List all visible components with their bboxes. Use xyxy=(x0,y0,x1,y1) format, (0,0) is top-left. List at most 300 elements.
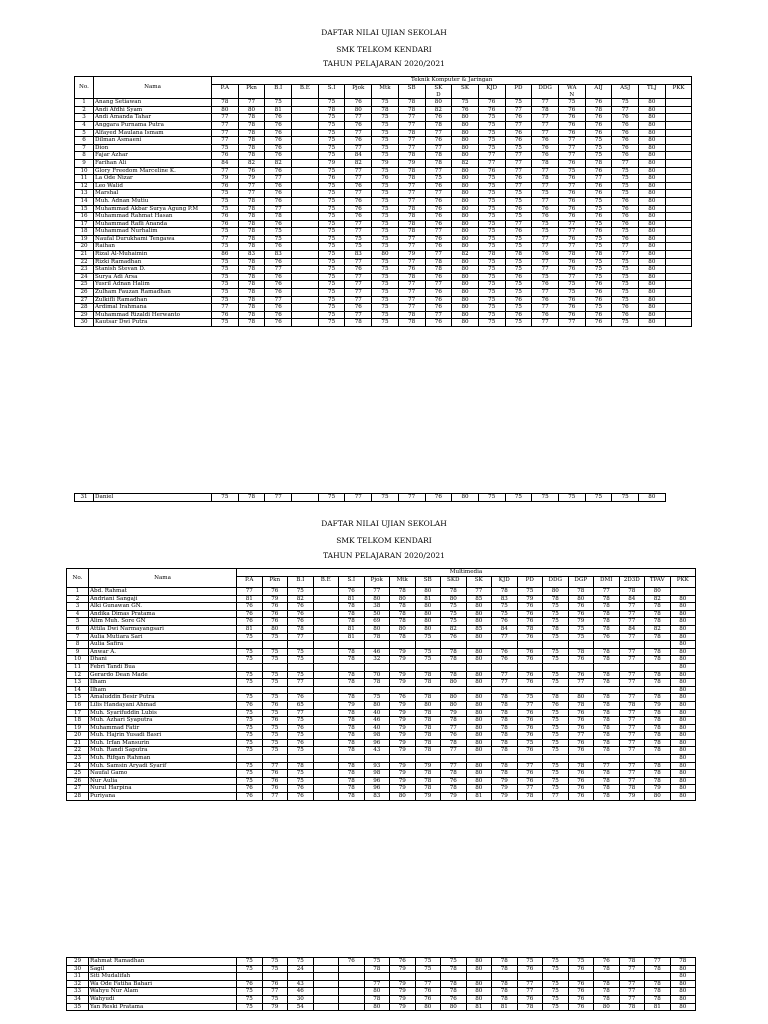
grade-cell: 75 xyxy=(612,228,639,236)
grade-cell: 80 xyxy=(415,1003,441,1011)
grade-cell xyxy=(645,641,671,649)
grade-cell: 76 xyxy=(568,724,594,732)
grade-cell: 78 xyxy=(339,724,365,732)
grade-cell: 80 xyxy=(452,258,479,266)
grade-cell: 78 xyxy=(288,762,314,770)
grade-cell: 80 xyxy=(639,251,666,259)
row-number: 11 xyxy=(67,663,89,671)
grade-cell: 75 xyxy=(265,228,292,236)
grade-cell xyxy=(313,663,339,671)
grade-cell xyxy=(292,114,319,122)
table-row xyxy=(75,311,692,319)
grade-cell: 77 xyxy=(425,251,452,259)
grade-cell: 76 xyxy=(612,152,639,160)
grade-cell: 76 xyxy=(558,197,585,205)
grade-cell: 75 xyxy=(585,205,612,213)
grade-cell: 77 xyxy=(492,633,518,641)
grade-cell: 75 xyxy=(505,190,532,198)
grade-cell: 78 xyxy=(339,793,365,801)
grade-cell: 81 xyxy=(466,1003,492,1011)
grade-cell: 76 xyxy=(425,114,452,122)
grade-cell: 77 xyxy=(517,762,543,770)
grade-cell: 77 xyxy=(345,273,372,281)
grade-cell: 83 xyxy=(364,793,390,801)
grade-cell: 75 xyxy=(212,494,239,502)
grade-cell: 77 xyxy=(398,121,425,129)
row-number: 23 xyxy=(67,755,89,763)
grade-cell: 75 xyxy=(612,281,639,289)
grade-cell: 76 xyxy=(505,296,532,304)
grade-cell: 80 xyxy=(415,701,441,709)
grade-cell: 80 xyxy=(452,319,479,327)
grade-cell: 75 xyxy=(318,289,345,297)
grade-cell: 76 xyxy=(398,266,425,274)
grade-cell: 78 xyxy=(238,121,265,129)
grade-cell: 78 xyxy=(532,106,559,114)
grade-cell xyxy=(619,686,645,694)
grade-cell: 78 xyxy=(645,980,671,988)
grade-cell: 76 xyxy=(262,777,288,785)
grade-cell: 78 xyxy=(364,679,390,687)
student-name: Muhammad Rahmat Hasan xyxy=(94,213,212,221)
grade-cell: 79 xyxy=(372,159,399,167)
grade-cell: 80 xyxy=(670,793,696,801)
grade-cell xyxy=(339,686,365,694)
grade-cell xyxy=(313,980,339,988)
table-row xyxy=(75,167,692,175)
grade-cell xyxy=(390,641,416,649)
grade-cell: 80 xyxy=(670,686,696,694)
grade-cell xyxy=(292,175,319,183)
grade-cell: 77 xyxy=(212,114,239,122)
grade-cell: 78 xyxy=(441,785,467,793)
grade-cell: 75 xyxy=(262,995,288,1003)
grade-cell xyxy=(568,663,594,671)
grade-cell: 80 xyxy=(390,625,416,633)
grade-cell: 78 xyxy=(415,717,441,725)
grade-cell xyxy=(313,732,339,740)
grade-cell: 80 xyxy=(364,595,390,603)
col-header-subject: PD xyxy=(517,577,543,588)
grade-cell xyxy=(292,152,319,160)
grade-cell: 75 xyxy=(372,121,399,129)
student-name: Raihan xyxy=(94,243,212,251)
grade-cell: 76 xyxy=(425,182,452,190)
row-number: 31 xyxy=(67,973,89,981)
grade-cell: 79 xyxy=(390,770,416,778)
grade-cell: 96 xyxy=(364,785,390,793)
grade-cell: 77 xyxy=(398,258,425,266)
grade-cell xyxy=(262,663,288,671)
grade-cell: 76 xyxy=(265,167,292,175)
grade-cell: 84 xyxy=(212,159,239,167)
grade-cell xyxy=(665,258,692,266)
grade-cell: 79 xyxy=(415,793,441,801)
table-row xyxy=(75,121,692,129)
grade-cell: 75 xyxy=(372,258,399,266)
row-number: 14 xyxy=(75,197,94,205)
grade-cell: 80 xyxy=(639,243,666,251)
grade-cell: 75 xyxy=(585,304,612,312)
row-number: 3 xyxy=(67,603,89,611)
grade-cell xyxy=(517,686,543,694)
grade-cell: 81 xyxy=(415,595,441,603)
grade-cell xyxy=(313,770,339,778)
row-number: 8 xyxy=(67,641,89,649)
grade-cell: 76 xyxy=(345,121,372,129)
grade-cell: 77 xyxy=(212,137,239,145)
grade-cell: 80 xyxy=(543,588,569,596)
grade-cell: 76 xyxy=(425,319,452,327)
student-name: Siti Mudalifah xyxy=(89,973,237,981)
grade-cell: 80 xyxy=(645,793,671,801)
grade-cell: 76 xyxy=(585,121,612,129)
row-number: 24 xyxy=(67,762,89,770)
grade-cell xyxy=(466,973,492,981)
grade-cell: 82 xyxy=(265,159,292,167)
grade-cell: 80 xyxy=(670,648,696,656)
grade-cell xyxy=(288,755,314,763)
grade-cell: 75 xyxy=(441,958,467,966)
grade-cell xyxy=(492,663,518,671)
grade-cell: 80 xyxy=(441,701,467,709)
grade-cell: 76 xyxy=(237,785,263,793)
grade-cell: 75 xyxy=(478,243,505,251)
grade-cell: 75 xyxy=(318,319,345,327)
grade-cell: 78 xyxy=(339,679,365,687)
row-number: 26 xyxy=(67,777,89,785)
grade-cell: 98 xyxy=(364,732,390,740)
grade-cell: 76 xyxy=(288,618,314,626)
grade-cell: 75 xyxy=(288,671,314,679)
row-number: 7 xyxy=(67,633,89,641)
grade-cell: 80 xyxy=(466,747,492,755)
grade-cell: 80 xyxy=(670,770,696,778)
grade-cell: 80 xyxy=(568,694,594,702)
grade-cell xyxy=(292,235,319,243)
grade-cell: 75 xyxy=(517,958,543,966)
grade-cell: 77 xyxy=(345,258,372,266)
grade-cell: 77 xyxy=(568,732,594,740)
grade-cell: 76 xyxy=(345,266,372,274)
grade-cell: 79 xyxy=(390,747,416,755)
grade-cell: 80 xyxy=(639,304,666,312)
grade-cell xyxy=(292,243,319,251)
grade-cell: 75 xyxy=(478,296,505,304)
col-header-subject: PD xyxy=(505,85,532,99)
student-name: Dilman Asmaeni xyxy=(94,137,212,145)
grade-cell: 85 xyxy=(466,625,492,633)
table-row xyxy=(75,281,692,289)
row-number: 15 xyxy=(75,205,94,213)
grade-cell: 81 xyxy=(492,1003,518,1011)
grade-cell: 75 xyxy=(478,494,505,502)
grade-cell: 78 xyxy=(364,965,390,973)
grade-cell: 82 xyxy=(425,106,452,114)
grade-cell: 80 xyxy=(670,603,696,611)
grade-cell: 76 xyxy=(612,121,639,129)
grade-cell: 80 xyxy=(670,671,696,679)
grade-cell xyxy=(292,182,319,190)
grade-cell: 76 xyxy=(288,603,314,611)
grade-cell: 75 xyxy=(478,190,505,198)
grade-cell: 78 xyxy=(505,251,532,259)
grade-cell: 75 xyxy=(543,995,569,1003)
grade-cell: 76 xyxy=(612,197,639,205)
table-row xyxy=(75,273,692,281)
grade-cell xyxy=(665,228,692,236)
grade-cell: 79 xyxy=(441,793,467,801)
grade-cell: 78 xyxy=(415,671,441,679)
grade-cell: 75 xyxy=(585,152,612,160)
grade-cell: 77 xyxy=(558,220,585,228)
grade-cell: 79 xyxy=(212,175,239,183)
grade-cell: 80 xyxy=(466,633,492,641)
grade-cell: 80 xyxy=(670,641,696,649)
col-header-subject: 2D3D xyxy=(619,577,645,588)
grade-cell: 75 xyxy=(372,296,399,304)
grade-cell: 75 xyxy=(288,717,314,725)
grade-cell: 75 xyxy=(478,273,505,281)
grade-cell: 75 xyxy=(372,289,399,297)
grade-cell: 77 xyxy=(345,190,372,198)
grade-cell: 75 xyxy=(288,732,314,740)
grade-cell: 80 xyxy=(670,980,696,988)
grade-cell xyxy=(670,588,696,596)
student-name: Wahyu Nur Alam xyxy=(89,988,237,996)
grade-cell: 80 xyxy=(452,213,479,221)
grade-cell: 77 xyxy=(619,618,645,626)
table-row xyxy=(67,980,696,988)
row-number: 13 xyxy=(75,190,94,198)
grade-cell: 77 xyxy=(262,762,288,770)
grade-cell: 80 xyxy=(670,679,696,687)
grade-cell: 78 xyxy=(492,724,518,732)
grade-cell: 76 xyxy=(568,980,594,988)
grade-cell: 78 xyxy=(441,980,467,988)
grade-cell: 75 xyxy=(237,709,263,717)
grade-cell: 80 xyxy=(670,965,696,973)
row-number: 9 xyxy=(75,159,94,167)
grade-cell: 75 xyxy=(288,588,314,596)
col-header-subject: P.A xyxy=(212,85,239,99)
col-header-subject: Pkn xyxy=(262,577,288,588)
grade-cell: 24 xyxy=(288,965,314,973)
grade-cell: 75 xyxy=(288,747,314,755)
grade-cell: 79 xyxy=(390,777,416,785)
table-row xyxy=(75,106,692,114)
grade-cell: 78 xyxy=(645,656,671,664)
grade-cell: 78 xyxy=(339,777,365,785)
grade-cell: 77 xyxy=(558,152,585,160)
grade-cell: 80 xyxy=(452,197,479,205)
grade-cell xyxy=(313,603,339,611)
grade-cell: 76 xyxy=(237,793,263,801)
grade-cell: 78 xyxy=(415,709,441,717)
grade-cell xyxy=(619,973,645,981)
grade-cell: 80 xyxy=(670,724,696,732)
grade-cell: 76 xyxy=(568,603,594,611)
student-name: Lilis Handayani Ahmad xyxy=(89,701,237,709)
grade-cell xyxy=(665,243,692,251)
tkj-title-2: SMK TELKOM KENDARI xyxy=(336,45,432,54)
grade-cell: 79 xyxy=(398,159,425,167)
grade-cell: 77 xyxy=(478,159,505,167)
grade-cell: 77 xyxy=(237,588,263,596)
grade-cell: 75 xyxy=(543,648,569,656)
col-header-group: Multimedia xyxy=(237,569,696,577)
row-number: 27 xyxy=(67,785,89,793)
grade-cell: 76 xyxy=(390,958,416,966)
row-number: 25 xyxy=(67,770,89,778)
grade-cell: 80 xyxy=(670,747,696,755)
table-row xyxy=(75,129,692,137)
row-number: 22 xyxy=(67,747,89,755)
grade-cell: 77 xyxy=(619,648,645,656)
grade-cell xyxy=(665,114,692,122)
grade-cell: 80 xyxy=(466,739,492,747)
table-row xyxy=(67,755,696,763)
grade-cell: 78 xyxy=(645,671,671,679)
grade-cell xyxy=(645,686,671,694)
row-number: 17 xyxy=(75,220,94,228)
grade-cell: 80 xyxy=(466,618,492,626)
grade-cell: 78 xyxy=(441,717,467,725)
grade-cell: 75 xyxy=(517,694,543,702)
grade-cell: 77 xyxy=(594,762,620,770)
grade-cell: 81 xyxy=(645,1003,671,1011)
grade-cell: 75 xyxy=(543,747,569,755)
grade-cell: 80 xyxy=(390,595,416,603)
grade-cell xyxy=(415,663,441,671)
grade-cell: 77 xyxy=(505,121,532,129)
grade-cell: 75 xyxy=(478,266,505,274)
grade-cell: 80 xyxy=(466,732,492,740)
grade-cell: 79 xyxy=(390,732,416,740)
student-name: Attila Dwi Narmayangsari xyxy=(89,625,237,633)
grade-cell: 78 xyxy=(339,694,365,702)
grade-cell: 78 xyxy=(645,717,671,725)
grade-cell: 75 xyxy=(237,671,263,679)
grade-cell: 75 xyxy=(288,648,314,656)
grade-cell: 80 xyxy=(452,243,479,251)
table-row xyxy=(75,99,692,107)
grade-cell: 77 xyxy=(425,129,452,137)
grade-cell: 77 xyxy=(532,319,559,327)
grade-cell xyxy=(292,228,319,236)
grade-cell: 78 xyxy=(415,777,441,785)
grade-cell: 78 xyxy=(339,739,365,747)
grade-cell: 79 xyxy=(339,701,365,709)
grade-cell: 79 xyxy=(390,965,416,973)
col-header-subject: B.I xyxy=(265,85,292,99)
grade-cell: 80 xyxy=(466,762,492,770)
grade-cell: 38 xyxy=(364,603,390,611)
row-number: 25 xyxy=(75,281,94,289)
grade-cell xyxy=(313,701,339,709)
grade-cell: 75 xyxy=(372,99,399,107)
grade-cell: 75 xyxy=(543,633,569,641)
grade-cell: 77 xyxy=(398,296,425,304)
grade-cell: 78 xyxy=(645,610,671,618)
grade-cell: 77 xyxy=(345,289,372,297)
col-header-subject: SK xyxy=(466,577,492,588)
table-row xyxy=(75,182,692,190)
grade-cell: 78 xyxy=(318,106,345,114)
grade-cell xyxy=(339,995,365,1003)
table-row xyxy=(75,190,692,198)
grade-cell: 80 xyxy=(425,99,452,107)
grade-cell: 75 xyxy=(568,633,594,641)
grade-cell: 77 xyxy=(619,610,645,618)
grade-cell: 75 xyxy=(212,258,239,266)
grade-cell: 79 xyxy=(517,595,543,603)
grade-cell: 78 xyxy=(390,588,416,596)
grade-cell: 78 xyxy=(398,228,425,236)
grade-cell xyxy=(313,747,339,755)
grade-cell: 76 xyxy=(478,167,505,175)
row-number: 22 xyxy=(75,258,94,266)
grade-cell xyxy=(594,663,620,671)
grade-cell: 80 xyxy=(670,625,696,633)
grade-cell: 84 xyxy=(619,625,645,633)
grade-cell xyxy=(466,686,492,694)
grade-cell: 76 xyxy=(345,205,372,213)
table-row xyxy=(67,709,696,717)
grade-cell: 82 xyxy=(238,159,265,167)
grade-cell xyxy=(364,755,390,763)
grade-cell: 78 xyxy=(594,656,620,664)
grade-cell: 77 xyxy=(398,235,425,243)
grade-cell: 78 xyxy=(238,114,265,122)
grade-cell: 75 xyxy=(372,205,399,213)
grade-cell: 76 xyxy=(568,1003,594,1011)
grade-cell: 75 xyxy=(478,319,505,327)
grade-cell: 75 xyxy=(262,671,288,679)
grade-cell: 77 xyxy=(619,762,645,770)
grade-cell: 76 xyxy=(452,106,479,114)
grade-cell: 77 xyxy=(398,197,425,205)
grade-cell: 75 xyxy=(318,144,345,152)
grade-cell xyxy=(292,167,319,175)
grade-cell: 76 xyxy=(558,296,585,304)
grade-cell xyxy=(568,973,594,981)
grade-cell: 77 xyxy=(398,190,425,198)
grade-cell: 75 xyxy=(372,167,399,175)
grade-cell: 76 xyxy=(425,494,452,502)
grade-cell: 76 xyxy=(558,190,585,198)
grade-cell: 75 xyxy=(372,190,399,198)
grade-cell: 75 xyxy=(265,99,292,107)
table-row xyxy=(75,266,692,274)
grade-cell xyxy=(288,973,314,981)
grade-cell xyxy=(313,785,339,793)
grade-cell: 43 xyxy=(364,747,390,755)
grade-cell: 75 xyxy=(543,671,569,679)
grade-cell: 80 xyxy=(466,965,492,973)
grade-cell: 80 xyxy=(639,281,666,289)
grade-cell: 77 xyxy=(505,167,532,175)
grade-cell: 76 xyxy=(425,220,452,228)
grade-cell: 75 xyxy=(505,243,532,251)
grade-cell xyxy=(292,304,319,312)
grade-cell: 75 xyxy=(478,311,505,319)
row-number: 13 xyxy=(67,679,89,687)
grade-cell: 78 xyxy=(645,777,671,785)
grade-cell: 78 xyxy=(238,220,265,228)
grade-cell: 75 xyxy=(212,205,239,213)
row-number: 29 xyxy=(75,311,94,319)
